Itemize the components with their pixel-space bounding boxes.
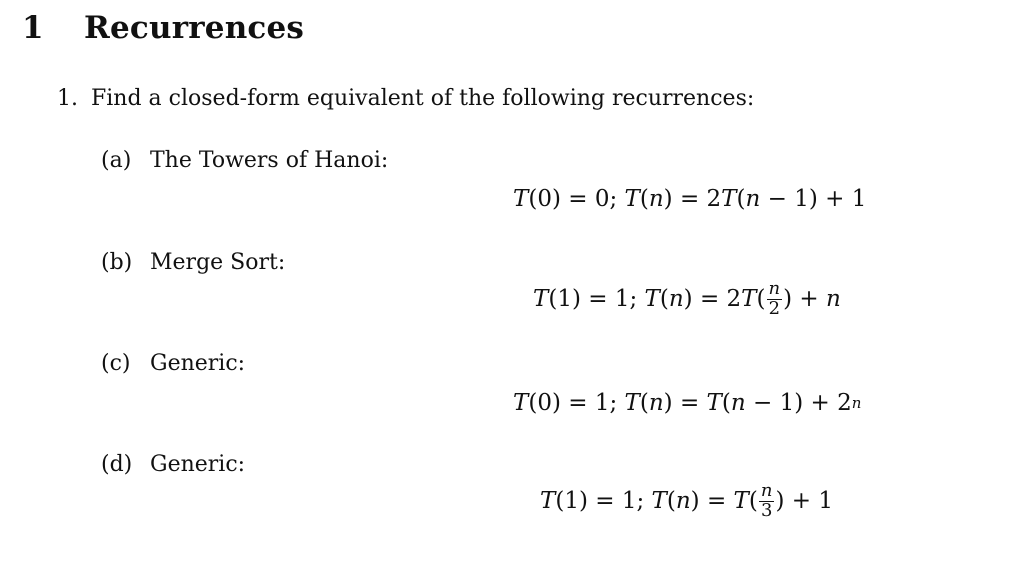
item-b-label: (b) xyxy=(101,250,133,275)
item-d-text: Generic: xyxy=(150,452,246,477)
item-c-label: (c) xyxy=(101,351,131,376)
section-number: 1 xyxy=(22,10,44,46)
item-a-label: (a) xyxy=(101,148,132,173)
equation-c: T (0) = 1; T ( n ) = T ( n − 1) + 2 n xyxy=(513,390,862,416)
problem-text: Find a closed-form equivalent of the following recurrences: xyxy=(91,86,755,111)
equation-a: T (0) = 0; T ( n ) = 2 T ( n − 1) + 1 xyxy=(513,186,867,212)
item-b-text: Merge Sort: xyxy=(150,250,286,275)
item-a-text: The Towers of Hanoi: xyxy=(150,148,389,173)
item-d-label: (d) xyxy=(101,452,133,477)
problem-number: 1. xyxy=(57,86,78,111)
equation-b: T (1) = 1; T ( n ) = 2 T ( $\frac{n}{2}$ ) + n xyxy=(533,278,841,319)
equation-d: T (1) = 1; T ( n ) = T ( $\frac{n}{3}$ ) + 1 xyxy=(540,480,833,521)
section-title: Recurrences xyxy=(84,10,305,46)
item-c-text: Generic: xyxy=(150,351,246,376)
